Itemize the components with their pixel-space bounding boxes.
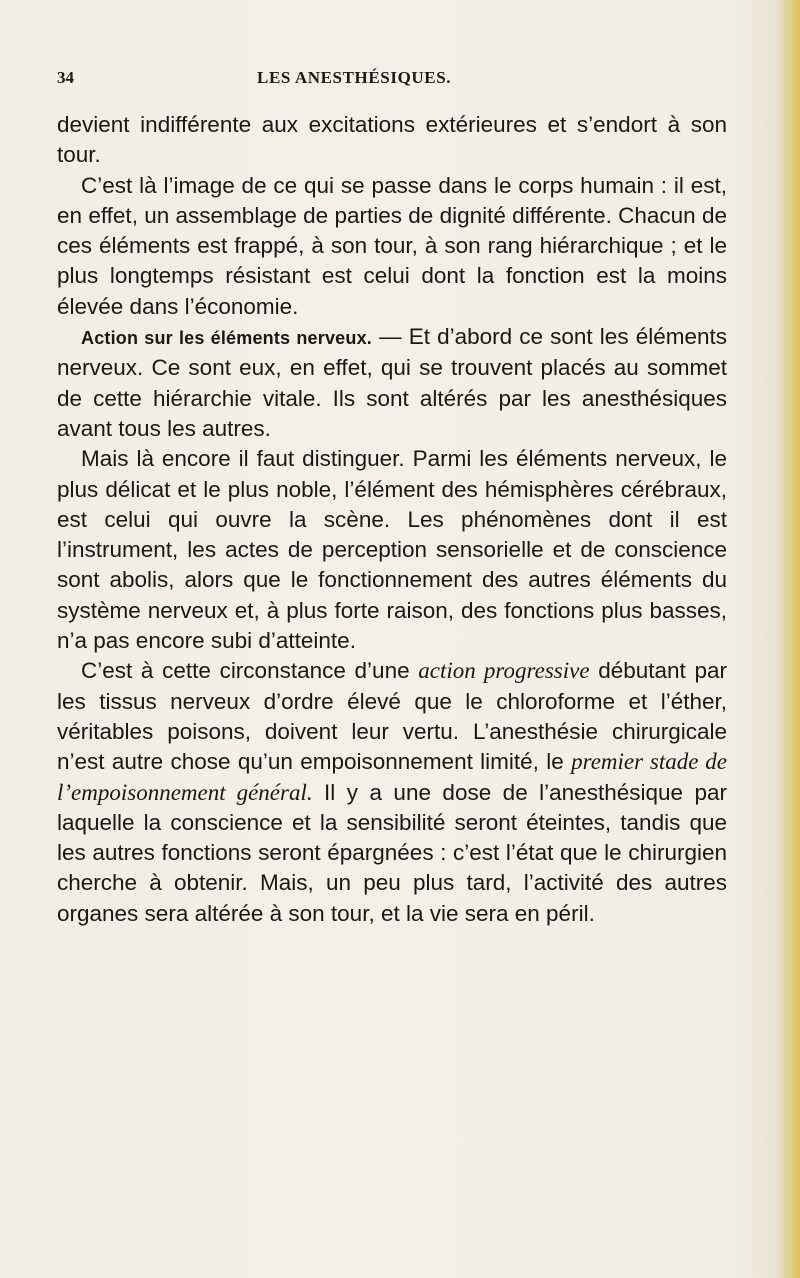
paragraph-3-text: — Et d’abord ce sont les éléments nerveux. Ce sont eux, en effet, qui se trouvent placés au sommet de cette hiérarchie vitale. Ils sont altérés par les anesthésiques avant tous les autres. [57,324,727,441]
paragraph-5-part-c: Il y a une dose de l’anesthésique par laquelle la conscience et la sensibilité seront éteintes, tandis que les autres fonctions seront épargnées : c’est l’état que le chirurgien cherche à obtenir. Mais, un peu plus tard, l’activité des autres organes sera altérée à son tour, et la vie sera en péril. [57,779,727,926]
paragraph-5 [57,656,727,929]
paragraph-1: devient indifférente aux excitations extérieures et s’endort à son tour. [57,112,727,168]
running-head [57,68,727,98]
running-title: LES ANESTHÉSIQUES. [257,68,452,87]
paragraph-5-part-a: C’est à cette circonstance d’une [81,658,419,684]
page-number: 34 [57,68,74,87]
emphasis-premier-stade: premier stade de l’empoisonnement général. [57,749,727,805]
emphasis-action-progressive: action progressive [418,658,590,684]
side-heading: Action sur les éléments nerveux. [81,328,372,349]
paragraph-3 [57,322,727,444]
paragraph-4: Mais là encore il faut distinguer. Parmi les éléments nerveux, le plus délicat et le plus noble, l’élément des hémisphères cérébraux, est celui qui ouvre la scène. Les phénomènes dont il est l’instrument, les actes de perception sensorielle et de conscience sont abolis, alors que le fonctionnement des autres éléments du système nerveux et, à plus forte raison, des fonctions plus basses, n’a pas encore subi d’atteinte. [57,446,727,654]
paragraph-2: C’est là l’image de ce qui se passe dans le corps humain : il est, en effet, un assemblage de parties de dignité différente. Chacun de ces éléments est frappé, à son tour, à son rang hiérarchique ; et le plus longtemps résistant est celui dont la fonction est la moins élevée dans l’économie. [57,172,727,319]
paragraph-5-part-b: débutant par les tissus nerveux d’ordre élevé que le chloroforme et l’éther, véritables poisons, doivent leur vertu. L’anesthésie chirurgicale n’est autre chose qu’un empoisonnement limité, le [57,658,727,775]
page-edge-shadow [778,0,800,1278]
body-text [57,110,727,929]
